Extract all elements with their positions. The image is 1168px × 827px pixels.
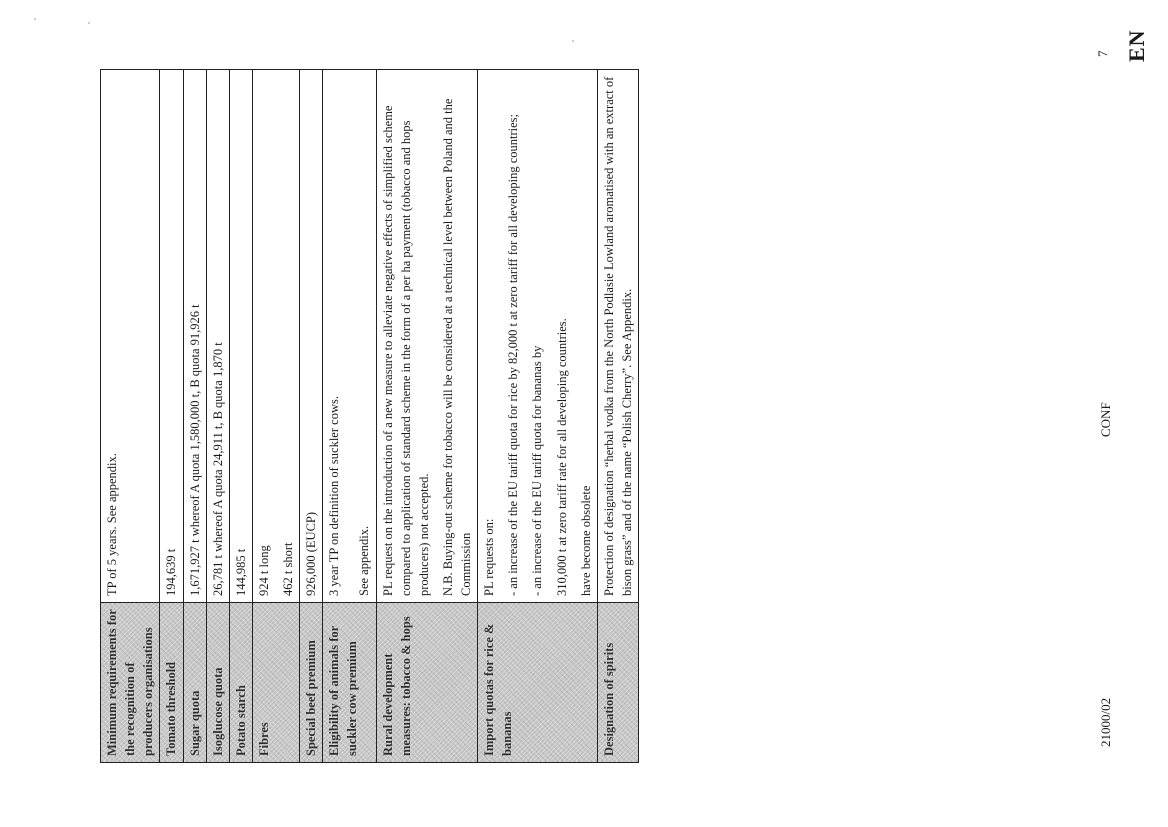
table-row: [206, 70, 229, 763]
row-value: 924 t long 462 t short: [252, 70, 299, 603]
row-label: Special beef premium: [300, 603, 323, 763]
table-row: [300, 70, 323, 763]
row-label: Minimum requirements for the recognition of producers organisations: [101, 603, 160, 763]
language-code: EN: [1124, 29, 1149, 62]
page-number: 7: [1095, 50, 1110, 57]
table-row: [478, 70, 598, 763]
table-row: [252, 70, 299, 763]
row-label: Rural development measures: tobacco & hops: [376, 603, 478, 763]
row-value: 3 year TP on definition of suckler cows. See appendix.: [323, 70, 376, 603]
row-value: Protection of designation “herbal vodka from the North Podlasie Lowland aromatised with an extract of bison grass” and of the name “Polish Cherry”. See Appendix.: [597, 70, 638, 603]
document-number: 21000/02: [1098, 697, 1113, 747]
classification-label: CONF: [1098, 402, 1113, 437]
row-label: Sugar quota: [183, 603, 206, 763]
table-row: [183, 70, 206, 763]
row-label: Isoglucose quota: [206, 603, 229, 763]
row-value: 926,000 (EUCP): [300, 70, 323, 603]
table-row: [229, 70, 252, 763]
row-label: Potato starch: [229, 603, 252, 763]
table-row: [160, 70, 183, 763]
row-label: Designation of spirits: [597, 603, 638, 763]
row-value: PL request on the introduction of a new measure to alleviate negative effects of simplified scheme compared to application of standard scheme in the form of a per ha payment (tobacco and hops producers) not accepted. N.B. Buying-out scheme for tobacco will be considered at a technical level between Poland and the Commission: [376, 70, 478, 603]
row-value: PL requests on: - an increase of the EU tariff quota for rice by 82,000 t at zero tariff for all developing countries; - an increase of the EU tariff quota for bananas by 310,000 t at zero tariff rate for all developing countries. have become obsolete: [478, 70, 598, 603]
table-row: [376, 70, 478, 763]
row-value: 1,671,927 t whereof A quota 1,580,000 t, B quota 91,926 t: [183, 70, 206, 603]
table-row: [597, 70, 638, 763]
row-value: 194,639 t: [160, 70, 183, 603]
row-label: Tomato threshold: [160, 603, 183, 763]
row-label: Fibres: [252, 603, 299, 763]
row-value: TP of 5 years. See appendix.: [101, 70, 160, 603]
agreement-table: [100, 69, 639, 763]
row-value: 26,781 t whereof A quota 24,911 t, B quota 1,870 t: [206, 70, 229, 603]
row-label: Import quotas for rice & bananas: [478, 603, 598, 763]
row-label: Eligibility of animals for suckler cow premium: [323, 603, 376, 763]
table-row: [323, 70, 376, 763]
table-row: [101, 70, 160, 763]
row-value: 144,985 t: [229, 70, 252, 603]
